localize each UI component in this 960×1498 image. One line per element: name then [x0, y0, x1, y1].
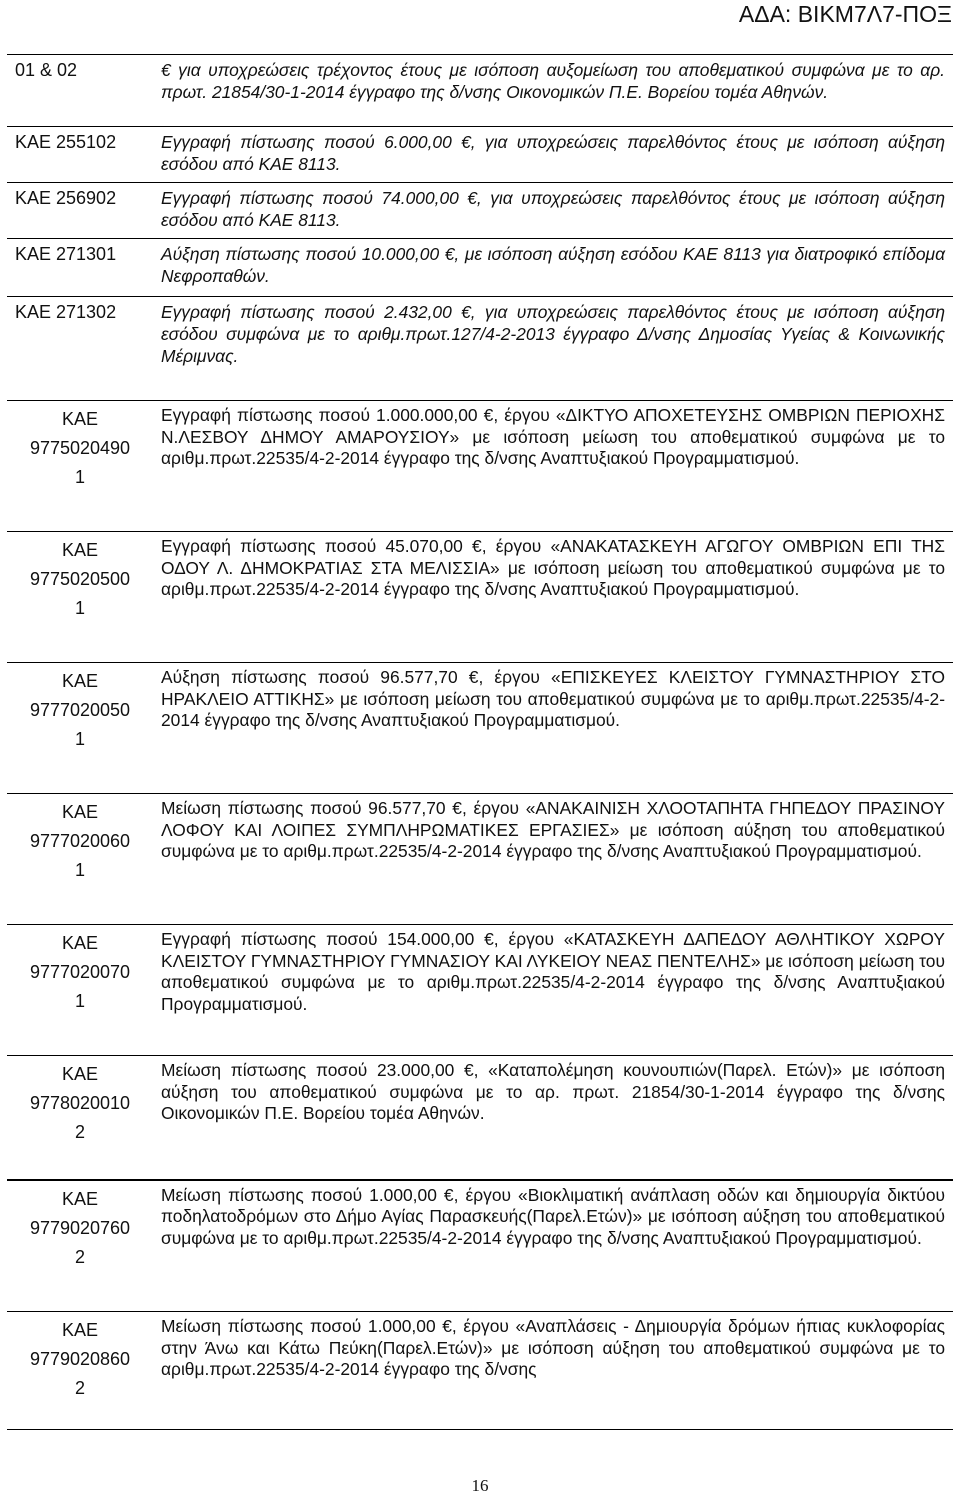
row-description: € για υποχρεώσεις τρέχοντος έτους με ισόποση αυξομείωση του αποθεματικού συμφώνα με το αρ. πρωτ. 21854/30-1-2014 έγγραφο της δ/νσης Οικονομικών Π.Ε. Βορείου τομέα Αθηνών. [153, 55, 953, 127]
code-suffix: 2 [74, 1122, 85, 1142]
row-code: 01 & 02 [7, 55, 153, 127]
row-description: Αύξηση πίστωσης ποσού 10.000,00 €, με ισόποση αύξηση εσόδου ΚΑΕ 8113 για διατροφικό επίδομα Νεφροπαθών. [153, 239, 953, 297]
code-prefix: ΚΑΕ [61, 671, 99, 691]
code-number: 9775020500 [29, 569, 131, 589]
row-code [7, 925, 153, 1056]
table-row [7, 532, 953, 663]
code-number: 9777020060 [29, 831, 131, 851]
table-row [7, 401, 953, 532]
row-description: Εγγραφή πίστωσης ποσού 74.000,00 €, για υποχρεώσεις παρελθόντος έτους με ισόποση αύξηση εσόδου από ΚΑΕ 8113. [153, 183, 953, 239]
table-row [7, 297, 953, 401]
code-prefix: ΚΑΕ [61, 1320, 99, 1340]
budget-changes-table [7, 54, 953, 1430]
code-suffix: 1 [74, 729, 85, 749]
code-suffix: 2 [74, 1246, 85, 1267]
table-row [7, 127, 953, 183]
table-row [7, 183, 953, 239]
row-code [7, 401, 153, 532]
code-prefix: ΚΑΕ [61, 933, 99, 953]
code-prefix: ΚΑΕ [61, 1064, 99, 1084]
code-suffix: 1 [74, 860, 85, 880]
row-code [7, 1180, 153, 1312]
row-description: Εγγραφή πίστωσης ποσού 6.000,00 €, για υποχρεώσεις παρελθόντος έτους με ισόποση αύξηση εσόδου από ΚΑΕ 8113. [153, 127, 953, 183]
table-row [7, 925, 953, 1056]
row-description: Εγγραφή πίστωσης ποσού 1.000.000,00 €, έργου «ΔΙΚΤΥΟ ΑΠΟΧΕΤΕΥΣΗΣ ΟΜΒΡΙΩΝ ΠΕΡΙΟΧΗΣ Ν.ΛΕΣΒΟΥ ΔΗΜΟΥ ΑΜΑΡΟΥΣΙΟΥ» με ισόποση μείωση του αποθεματικού συμφώνα με το αριθμ.πρωτ.22535/4-2-2014 έγγραφο της δ/νσης Αναπτυξιακού Προγραμματισμού. [153, 401, 953, 532]
table-row [7, 239, 953, 297]
row-code: ΚΑΕ 271302 [7, 297, 153, 401]
code-suffix: 2 [74, 1378, 85, 1398]
row-code [7, 532, 153, 663]
row-description: Μείωση πίστωσης ποσού 23.000,00 €, «Καταπολέμηση κουνουπιών(Παρελ. Ετών)» με ισόποση αύξηση του αποθεματικού συμφώνα με το αρ. πρωτ. 21854/30-1-2014 έγγραφο της δ/νσης Οικονομικών Π.Ε. Βορείου τομέα Αθηνών. [153, 1056, 953, 1180]
code-prefix: ΚΑΕ [61, 802, 99, 822]
table-row [7, 1312, 953, 1430]
row-code [7, 1312, 153, 1430]
table-row [7, 663, 953, 794]
page-number: 16 [471, 1476, 489, 1495]
row-code: ΚΑΕ 271301 [7, 239, 153, 297]
row-description: Μείωση πίστωσης ποσού 1.000,00 €, έργου «Βιοκλιματική ανάπλαση οδών και δημιουργία δικτύου ποδηλατοδρόμων στο Δήμο Αγίας Παρασκευής(Παρελ.Ετών)» με ισόποση αύξηση του αποθεματικού συμφώνα με το αριθμ.πρωτ.22535/4-2-2014 έγγραφο της δ/νσης Αναπτυξιακού Προγραμματισμού. [153, 1180, 953, 1312]
code-suffix: 1 [74, 467, 85, 487]
row-code [7, 794, 153, 925]
row-code: ΚΑΕ 256902 [7, 183, 153, 239]
code-number: 9777020070 [29, 962, 131, 982]
table-row [7, 794, 953, 925]
code-prefix: ΚΑΕ [61, 409, 99, 429]
table-row [7, 1056, 953, 1180]
row-description: Εγγραφή πίστωσης ποσού 45.070,00 €, έργου «ΑΝΑΚΑΤΑΣΚΕΥΗ ΑΓΩΓΟΥ ΟΜΒΡΙΩΝ ΕΠΙ ΤΗΣ ΟΔΟΥ Λ. ΔΗΜΟΚΡΑΤΙΑΣ ΣΤΑ ΜΕΛΙΣΣΙΑ» με ισόποση μείωση του αποθεματικού συμφώνα με το αριθμ.πρωτ.22535/4-2-2014 έγγραφο της δ/νσης Αναπτυξιακού Προγραμματισμού. [153, 532, 953, 663]
table-row [7, 55, 953, 127]
code-number: 9775020490 [29, 438, 131, 458]
table-row [7, 1180, 953, 1312]
row-code: ΚΑΕ 255102 [7, 127, 153, 183]
code-suffix: 1 [74, 598, 85, 618]
row-description: Εγγραφή πίστωσης ποσού 154.000,00 €, έργου «ΚΑΤΑΣΚΕΥΗ ΔΑΠΕΔΟΥ ΑΘΛΗΤΙΚΟΥ ΧΩΡΟΥ ΚΛΕΙΣΤΟΥ ΓΥΜΝΑΣΤΗΡΙΟΥ ΓΥΜΝΑΣΙΟΥ ΚΑΙ ΛΥΚΕΙΟΥ ΝΕΑΣ ΠΕΝΤΕΛΗΣ» με ισόποση μείωση του αποθεματικού συμφώνα με το αριθμ.πρωτ.22535/4-2-2014 έγγραφο της δ/νσης Αναπτυξιακού Προγραμματισμού. [153, 925, 953, 1056]
row-code [7, 663, 153, 794]
row-description: Μείωση πίστωσης ποσού 1.000,00 €, έργου «Αναπλάσεις - Δημιουργία δρόμων ήπιας κυκλοφορίας στην Άνω και Κάτω Πεύκη(Παρελ.Ετών)» με ισόποση αύξηση του αποθεματικού συμφώνα με το αριθμ.πρωτ.22535/4-2-2014 έγγραφο της δ/νσης [153, 1312, 953, 1430]
code-prefix: ΚΑΕ [61, 540, 99, 560]
code-number: 9778020010 [29, 1093, 131, 1113]
code-suffix: 1 [74, 991, 85, 1011]
code-number: 9777020050 [29, 700, 131, 720]
code-prefix: ΚΑΕ [61, 1188, 99, 1209]
code-number: 9779020860 [29, 1349, 131, 1369]
row-description: Αύξηση πίστωσης ποσού 96.577,70 €, έργου «ΕΠΙΣΚΕΥΕΣ ΚΛΕΙΣΤΟΥ ΓΥΜΝΑΣΤΗΡΙΟΥ ΣΤΟ ΗΡΑΚΛΕΙΟ ΑΤΤΙΚΗΣ» με ισόποση μείωση του αποθεματικού συμφώνα με το αριθμ.πρωτ.22535/4-2-2014 έγγραφο της δ/νσης Αναπτυξιακού Προγραμματισμού. [153, 663, 953, 794]
document-ada-code: ΑΔΑ: ΒΙΚΜ7Λ7-ΠΟΞ [738, 1, 952, 27]
row-description: Μείωση πίστωσης ποσού 96.577,70 €, έργου «ΑΝΑΚΑΙΝΙΣΗ ΧΛΟΟΤΑΠΗΤΑ ΓΗΠΕΔΟΥ ΠΡΑΣΙΝΟΥ ΛΟΦΟΥ ΚΑΙ ΛΟΙΠΕΣ ΣΥΜΠΛΗΡΩΜΑΤΙΚΕΣ ΕΡΓΑΣΙΕΣ» με ισόποση αύξηση του αποθεματικού συμφώνα με το αριθμ.πρωτ.22535/4-2-2014 έγγραφο της δ/νσης Αναπτυξιακού Προγραμματισμού. [153, 794, 953, 925]
code-number: 9779020760 [29, 1217, 131, 1238]
row-description: Εγγραφή πίστωσης ποσού 2.432,00 €, για υποχρεώσεις παρελθόντος έτους με ισόποση αύξηση εσόδου συμφώνα με το αριθμ.πρωτ.127/4-2-2013 έγγραφο Δ/νσης Δημοσίας Υγείας & Κοινωνικής Μέριμνας. [153, 297, 953, 401]
row-code [7, 1056, 153, 1180]
